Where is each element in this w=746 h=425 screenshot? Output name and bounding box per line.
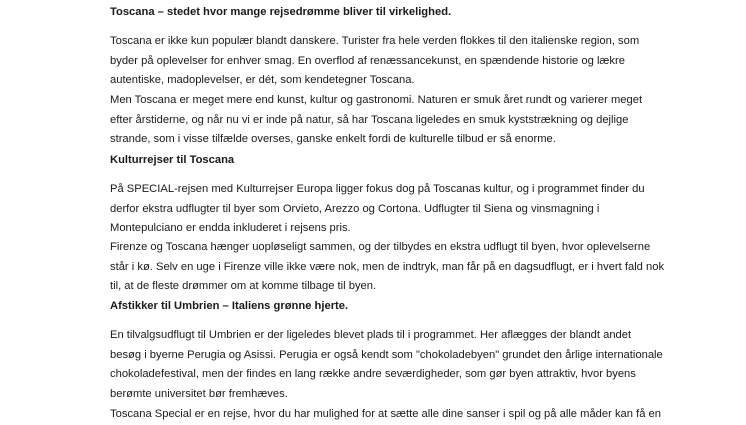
- paragraph-line: derfor ekstra udflugter til byer som Orvieto, Arezzo og Cortona. Udflugter til Siena og vinsmagning i: [110, 202, 600, 215]
- paragraph-line: Toscana Special er en rejse, hvor du har mulighed for at sætte alle dine sanser i spil og på alle måder kan få en: [110, 408, 661, 420]
- umbrien-paragraph: [110, 326, 663, 404]
- paragraph-line: efter årstiderne, og når nu vi er inde på natur, så har Toscana ligeledes en smuk kyststrækning og dejlige: [110, 113, 629, 126]
- paragraph-line: På SPECIAL-rejsen med Kulturrejser Europa ligger fokus dog på Toscanas kultur, og i programmet finder du: [110, 183, 645, 195]
- closing-paragraph: [110, 405, 661, 425]
- document-title: [110, 3, 451, 23]
- section-heading-umbrien: [110, 297, 348, 317]
- paragraph-line: Men Toscana er meget mere end kunst, kultur og gastronomi. Naturen er smuk året rundt og varierer meget: [110, 94, 643, 106]
- paragraph-line: står i kø. Selv en uge i Firenze ville ikke være nok, men de indtryk, man får på en dagsudflugt, er i hvert fald nok: [110, 260, 665, 273]
- paragraph-line: berømte universitet bør fremhæves.: [110, 387, 288, 400]
- paragraph-line: Firenze og Toscana hænger uopløseligt sammen, og der tilbydes en ekstra udflugt til byen, hvor oplevelserne: [110, 241, 651, 253]
- section-heading-text: Afstikker til Umbrien – Italiens grønne hjerte.: [110, 300, 349, 312]
- section-heading-text: Kulturrejser til Toscana: [110, 154, 235, 166]
- paragraph-line: Montepulciano er endda inkluderet i rejsens pris.: [110, 222, 351, 234]
- paragraph-line: besøg i byerne Perugia og Asissi. Perugia er også kendt som "chokoladebyen" grundet den årlige internationale: [110, 348, 663, 361]
- paragraph-line: byder på oplevelser for enhver smag. En overflod af renæssancekunst, en spændende historie og lækre: [110, 54, 625, 67]
- firenze-paragraph: [110, 238, 664, 297]
- section-heading-kulturrejser: [110, 151, 234, 171]
- kulturrejser-paragraph: [110, 180, 645, 239]
- paragraph-line: En tilvalgsudflugt til Umbrien er der ligeledes blevet plads til i programmet. Her aflægges der blandt andet: [110, 329, 632, 341]
- paragraph-line: chokoladefestival, men der findes en lang række andre seværdigheder, som gør byen attraktiv, hvor byens: [110, 368, 636, 380]
- nature-paragraph: [110, 91, 642, 150]
- title-text: Toscana – stedet hvor mange rejsedrømme bliver til virkelighed.: [110, 6, 452, 18]
- paragraph-line: autentiske, madoplevelser, er dét, som kendetegner Toscana.: [110, 74, 415, 86]
- paragraph-line: Toscana er ikke kun populær blandt danskere. Turister fra hele verden flokkes til den italienske region, som: [110, 35, 640, 47]
- paragraph-line: strande, som i visse tilfælde overses, ganske enkelt fordi de kulturelle tilbud er så enorme.: [110, 133, 556, 145]
- paragraph-line: til, at de fleste drømmer om at komme tilbage til byen.: [110, 280, 377, 292]
- intro-paragraph: [110, 32, 639, 91]
